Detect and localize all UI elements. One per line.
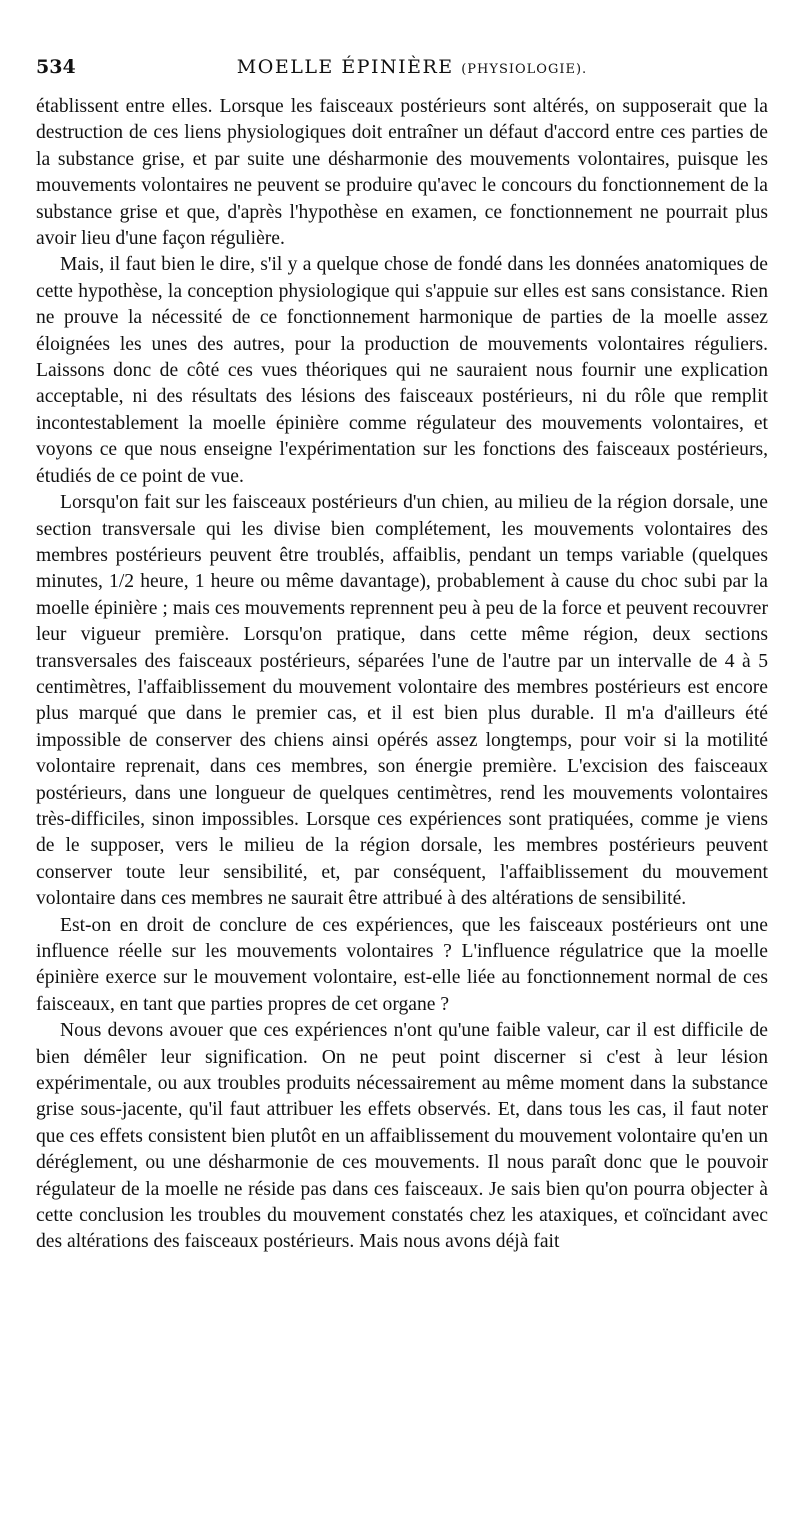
paragraph-2: Mais, il faut bien le dire, s'il y a quelque chose de fondé dans les données anatomiques de cette hypothèse, la conception physiologique qui s'appuie sur elles est sans consistance. Rien ne prouve la nécessité de ce fonctionnement harmonique de parties de la moelle assez éloignées les unes des autres, pour la production de mouvements volontaires réguliers. Laissons donc de côté ces vues théoriques qui ne sauraient nous fournir une explication acceptable, ni des résultats des lésions des faisceaux postérieurs, ni du rôle que remplit incontestablement la moelle épinière comme régulateur des mouvements volontaires, et voyons ce que nous enseigne l'expérimentation sur les fonctions des faisceaux postérieurs, étudiés de ce point de vue. xyxy=(36,254,768,487)
paragraph-1-continuation: établissent entre elles. Lorsque les faisceaux postérieurs sont altérés, on supposerait que la destruction de ces liens physiologiques doit entraîner un défaut d'accord entre ces parties de la substance grise, et par suite une désharmonie des mouvements volontaires, puisque les mouvements volontaires ne peuvent se produire qu'avec le concours du fonctionnement de la substance grise et que, d'après l'hypothèse en examen, ce fonctionnement ne pourrait plus avoir lieu d'une façon régulière. xyxy=(36,96,768,250)
paragraph-4: Est-on en droit de conclure de ces expériences, que les faisceaux postérieurs ont une influence réelle sur les mouvements volontaires ? L'influence régulatrice que la moelle épinière exerce sur le mouvement volontaire, est-elle liée au fonctionnement normal de ces faisceaux, en tant que parties propres de cet organe ? xyxy=(36,914,768,1015)
paragraph-5: Nous devons avouer que ces expériences n'ont qu'une faible valeur, car il est difficile de bien démêler leur signification. On ne peut point discerner si c'est à leur lésion expérimentale, ou aux troubles produits nécessairement au même moment dans la substance grise sous-jacente, qu'il faut attribuer les effets observés. Et, dans tous les cas, il faut noter que ces effets consistent bien plutôt en un affaiblissement du mouvement volontaire qu'en un déréglement, ou une désharmonie de ces mouvements. Il nous paraît donc que le pouvoir régulateur de la moelle ne réside pas dans ces faisceaux. Je sais bien qu'on pourra objecter à cette conclusion les troubles du mouvement constatés chez les ataxiques, et coïncidant avec des altérations des faisceaux postérieurs. Mais nous avons déjà fait xyxy=(36,1020,768,1253)
body-text xyxy=(36,94,768,1256)
running-title xyxy=(116,56,768,78)
running-header xyxy=(36,56,768,92)
running-title-subtitle: (PHYSIOLOGIE). xyxy=(461,62,588,77)
paragraph-3: Lorsqu'on fait sur les faisceaux postérieurs d'un chien, au milieu de la région dorsale, une section transversale qui les divise bien complétement, les mouvements volontaires des membres postérieurs peuvent être troublés, affaiblis, pendant un temps variable (quelques minutes, 1/2 heure, 1 heure ou même davantage), probablement à cause du choc subi par la moelle épinière ; mais ces mouvements reprennent peu à peu de la force et peuvent recouvrer leur vigueur première. Lorsqu'on pratique, dans cette même région, deux sections transversales des faisceaux postérieurs, séparées l'une de l'autre par un intervalle de 4 à 5 centimètres, l'affaiblissement du mouvement volontaire des membres postérieurs est encore plus marqué que dans le premier cas, et il est bien plus durable. Il m'a d'ailleurs été impossible de conserver des chiens ainsi opérés assez longtemps, pour voir si la motilité volontaire reprenait, dans ces membres, son énergie première. L'excision des faisceaux postérieurs, dans une longueur de quelques centimètres, rend les mouvements volontaires très-difficiles, sinon impossibles. Lorsque ces expériences sont pratiquées, comme je viens de le supposer, vers le milieu de la région dorsale, les membres postérieurs peuvent conserver toute leur sensibilité, et, par conséquent, l'affaiblissement du mouvement volontaire dans ces membres ne saurait être attribué à des altérations de sensibilité. xyxy=(36,492,768,910)
book-page xyxy=(36,56,768,1256)
page-number: 534 xyxy=(36,56,76,78)
running-title-main: MOELLE ÉPINIÈRE xyxy=(236,56,454,78)
